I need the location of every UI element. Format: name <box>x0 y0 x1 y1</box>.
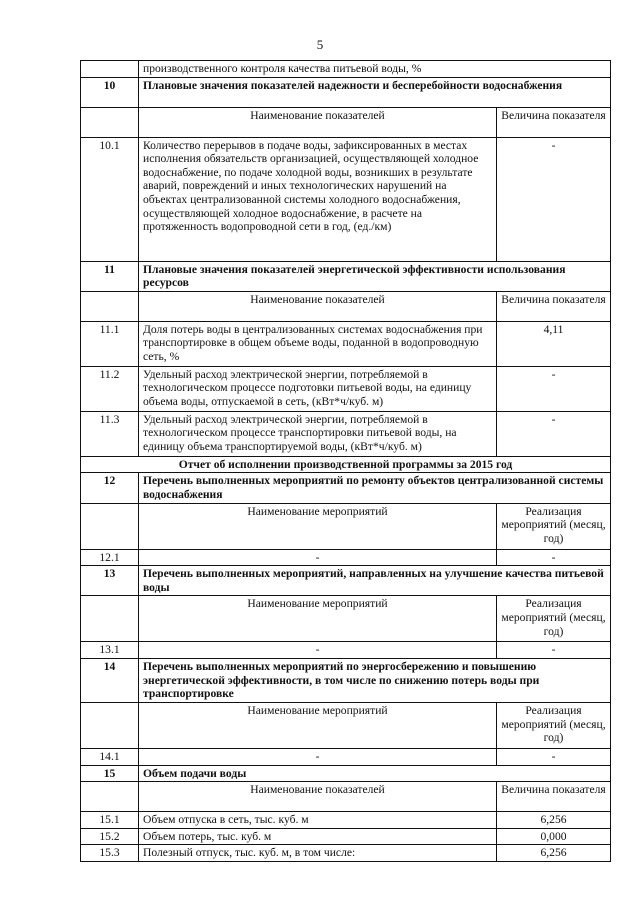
table-row <box>81 748 611 765</box>
column-header-value: Реализация мероприятий (месяц, год) <box>497 503 611 549</box>
column-header-name: Наименование мероприятий <box>139 596 497 642</box>
column-header-value: Величина показателя <box>497 291 611 321</box>
row-number-cell <box>81 61 139 78</box>
row-number: 10.1 <box>81 137 139 261</box>
column-header-name: Наименование показателей <box>139 291 497 321</box>
table-row <box>81 321 611 366</box>
row-text: Удельный расход электрической энергии, потребляемой в технологическом процессе транспортировки питьевой воды, на единицу объема транспортируемой воды, (кВт*ч/куб. м) <box>139 411 497 456</box>
table-row <box>81 642 611 659</box>
section-row-15 <box>81 765 611 782</box>
row-value: - <box>497 642 611 659</box>
row-text: - <box>139 549 497 566</box>
section-title: Перечень выполненных мероприятий по ремонту объектов централизованной системы водоснабжения <box>139 473 611 503</box>
row-text: - <box>139 748 497 765</box>
section-title: Плановые значения показателей энергетической эффективности использования ресурсов <box>139 261 611 291</box>
header-row <box>81 503 611 549</box>
row-number: 11.2 <box>81 366 139 411</box>
row-value: - <box>497 137 611 261</box>
row-number: 15.2 <box>81 828 139 845</box>
section-number: 12 <box>81 473 139 503</box>
section-title: Перечень выполненных мероприятий по энергосбережению и повышению энергетической эффективности, в том числе по снижению потерь воды при транспортировке <box>139 658 611 702</box>
document-table <box>80 60 611 862</box>
row-value: 6,256 <box>497 812 611 829</box>
row-number-cell <box>81 107 139 137</box>
row-number-cell <box>81 291 139 321</box>
column-header-name: Наименование мероприятий <box>139 503 497 549</box>
row-value: - <box>497 748 611 765</box>
row-number: 15.3 <box>81 845 139 862</box>
section-number: 10 <box>81 77 139 107</box>
table-row <box>81 137 611 261</box>
column-header-value: Величина показателя <box>497 782 611 812</box>
row-text: Объем потерь, тыс. куб. м <box>139 828 497 845</box>
row-value: 6,256 <box>497 845 611 862</box>
row-text: производственного контроля качества питьевой воды, % <box>139 61 611 78</box>
row-number: 12.1 <box>81 549 139 566</box>
header-row <box>81 596 611 642</box>
section-title: Перечень выполненных мероприятий, направленных на улучшение качества питьевой воды <box>139 566 611 596</box>
row-text: Доля потерь воды в централизованных системах водоснабжения при транспортировке в общем объеме воды, поданной в водопроводную сеть, % <box>139 321 497 366</box>
row-number: 15.1 <box>81 812 139 829</box>
section-row-11 <box>81 261 611 291</box>
report-title: Отчет об исполнении производственной программы за 2015 год <box>81 456 611 473</box>
section-row-14 <box>81 658 611 702</box>
column-header-name: Наименование показателей <box>139 782 497 812</box>
column-header-name: Наименование мероприятий <box>139 702 497 748</box>
row-number-cell <box>81 702 139 748</box>
row-value: - <box>497 549 611 566</box>
section-number: 11 <box>81 261 139 291</box>
row-text: - <box>139 642 497 659</box>
row-number-cell <box>81 503 139 549</box>
section-number: 15 <box>81 765 139 782</box>
header-row <box>81 107 611 137</box>
table-row <box>81 549 611 566</box>
row-number: 13.1 <box>81 642 139 659</box>
row-value: - <box>497 411 611 456</box>
header-row <box>81 291 611 321</box>
table-row <box>81 845 611 862</box>
row-value: 0,000 <box>497 828 611 845</box>
row-text: Удельный расход электрической энергии, потребляемой в технологическом процессе подготовки питьевой воды, на единицу объема воды, отпускаемой в сеть, (кВт*ч/куб. м) <box>139 366 497 411</box>
table-row <box>81 411 611 456</box>
section-number: 14 <box>81 658 139 702</box>
section-row-13 <box>81 566 611 596</box>
column-header-value: Величина показателя <box>497 107 611 137</box>
row-text: Объем отпуска в сеть, тыс. куб. м <box>139 812 497 829</box>
row-text: Количество перерывов в подаче воды, зафиксированных в местах исполнения обязательств организацией, осуществляющей холодное водоснабжение, по подаче холодной воды, возникших в результате аварий, повреждений и иных технологических нарушений на объектах централизованной системы холодного водоснабжения, осуществляющей холодное водоснабжение, в расчете на протяженность водопроводной сети в год, (ед./км) <box>139 137 497 261</box>
row-value: 4,11 <box>497 321 611 366</box>
row-number-cell <box>81 596 139 642</box>
row-number: 14.1 <box>81 748 139 765</box>
row-number: 11.1 <box>81 321 139 366</box>
column-header-value: Реализация мероприятий (месяц, год) <box>497 702 611 748</box>
table-row <box>81 61 611 78</box>
section-row-12 <box>81 473 611 503</box>
section-number: 13 <box>81 566 139 596</box>
row-number: 11.3 <box>81 411 139 456</box>
page-number: 5 <box>316 37 324 52</box>
header-row <box>81 782 611 812</box>
report-title-row <box>81 456 611 473</box>
section-row-10 <box>81 77 611 107</box>
section-title: Объем подачи воды <box>139 765 611 782</box>
row-text: Полезный отпуск, тыс. куб. м, в том числе: <box>139 845 497 862</box>
header-row <box>81 702 611 748</box>
column-header-value: Реализация мероприятий (месяц, год) <box>497 596 611 642</box>
table-row <box>81 812 611 829</box>
table-row <box>81 828 611 845</box>
section-title: Плановые значения показателей надежности и бесперебойности водоснабжения <box>139 77 611 107</box>
row-value: - <box>497 366 611 411</box>
table-row <box>81 366 611 411</box>
row-number-cell <box>81 782 139 812</box>
column-header-name: Наименование показателей <box>139 107 497 137</box>
